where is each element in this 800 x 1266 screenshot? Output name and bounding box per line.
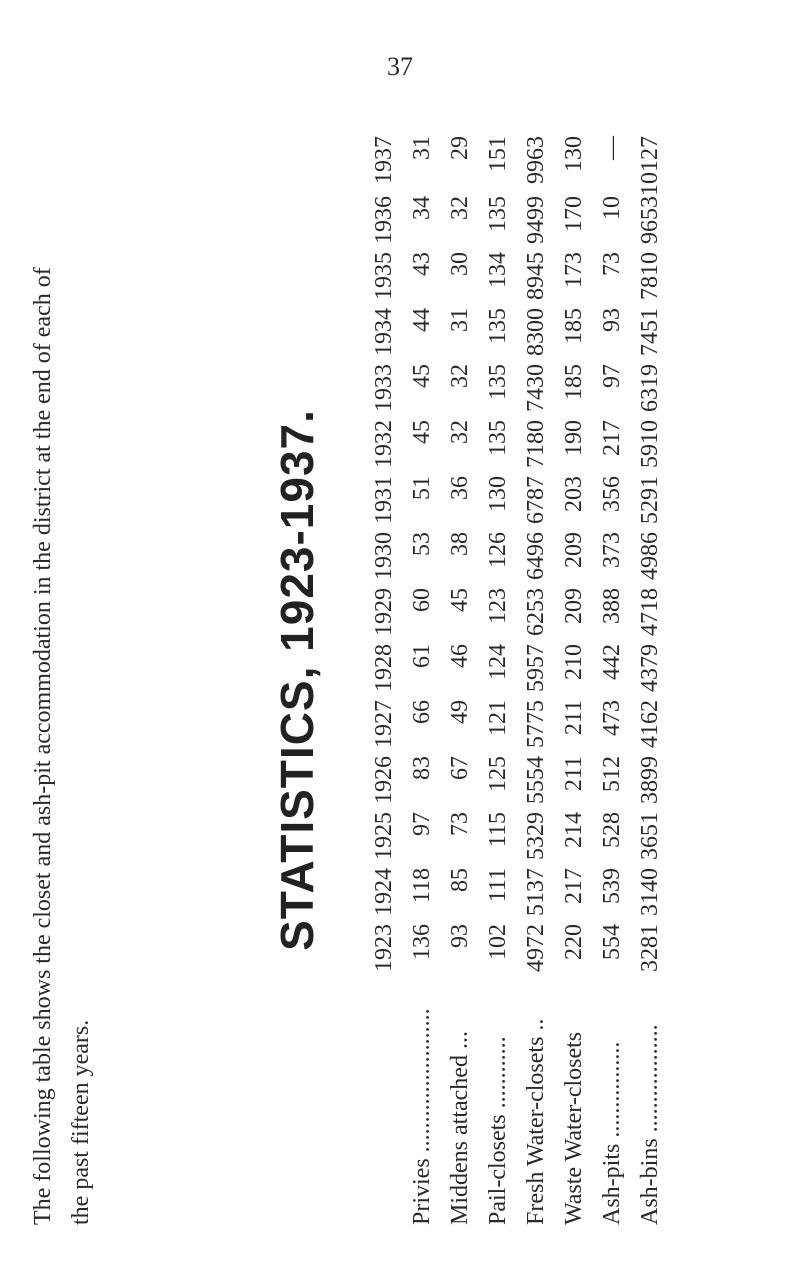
table-cell: 53 <box>408 532 435 556</box>
table-cell: 211 <box>560 700 587 736</box>
table-cell: 32 <box>446 420 473 444</box>
table-cell: 135 <box>484 308 511 344</box>
table-row <box>441 136 479 1225</box>
table-cell: 185 <box>560 364 587 400</box>
table-cell: 7180 <box>522 420 549 468</box>
year-header: 1937 <box>370 136 397 184</box>
year-header: 1925 <box>370 812 397 860</box>
table-cell: 125 <box>484 756 511 792</box>
table-cell: 9963 <box>522 136 549 184</box>
year-header: 1928 <box>370 644 397 692</box>
year-header: 1926 <box>370 756 397 804</box>
table-row <box>555 136 593 1225</box>
table-cell: 43 <box>408 252 435 276</box>
table-cell: 115 <box>484 812 511 848</box>
table-cell: 135 <box>484 364 511 400</box>
table-row <box>593 136 631 1225</box>
table-cell: 10 <box>598 196 625 220</box>
table-cell: 66 <box>408 700 435 724</box>
table-cell: 51 <box>408 476 435 500</box>
row-label: Privies ........................ <box>408 1008 435 1225</box>
table-row <box>479 136 517 1225</box>
table-cell: 6319 <box>636 364 663 412</box>
table-header-row <box>365 136 403 1225</box>
table-cell: 173 <box>560 252 587 288</box>
table-cell: 32 <box>446 196 473 220</box>
year-header: 1931 <box>370 476 397 524</box>
table-cell: 97 <box>598 364 625 388</box>
row-label: Ash-pits ................ <box>598 1041 625 1225</box>
table-cell: 4379 <box>636 644 663 692</box>
table-cell: 136 <box>408 924 435 960</box>
table-cell: 6787 <box>522 476 549 524</box>
table-cell: 85 <box>446 868 473 892</box>
table-cell: 61 <box>408 644 435 668</box>
table-cell: 5329 <box>522 812 549 860</box>
table-cell: 151 <box>484 136 511 172</box>
table-cell: 554 <box>598 924 625 960</box>
table-cell: 388 <box>598 588 625 624</box>
table-cell: 34 <box>408 196 435 220</box>
table-cell: 5554 <box>522 756 549 804</box>
table-cell: 121 <box>484 700 511 736</box>
table-cell: 3281 <box>636 924 663 972</box>
table-cell: 31 <box>446 308 473 332</box>
table-cell: 5910 <box>636 420 663 468</box>
table-cell: 36 <box>446 476 473 500</box>
table-cell: 73 <box>446 812 473 836</box>
table-cell: 356 <box>598 476 625 512</box>
table-row <box>403 136 441 1225</box>
rotated-content <box>30 125 800 1225</box>
table-cell: 5291 <box>636 476 663 524</box>
table-cell: 442 <box>598 644 625 680</box>
table-cell: 373 <box>598 532 625 568</box>
table-cell: 8945 <box>522 252 549 300</box>
table-cell: 3651 <box>636 812 663 860</box>
year-header: 1930 <box>370 532 397 580</box>
table-cell: 67 <box>446 756 473 780</box>
table-cell: 217 <box>598 420 625 456</box>
table-cell: 6496 <box>522 532 549 580</box>
table-cell: 44 <box>408 308 435 332</box>
table-cell: 93 <box>446 924 473 948</box>
page-number: 37 <box>387 52 413 81</box>
table-cell: 203 <box>560 476 587 512</box>
table-cell: 170 <box>560 196 587 232</box>
table-cell: 5775 <box>522 700 549 748</box>
table-cell: 93 <box>598 308 625 332</box>
table-row <box>631 136 669 1225</box>
page-title: STATISTICS, 1923-1937. <box>271 409 323 951</box>
table-cell: 10127 <box>636 136 663 196</box>
table-cell: 4718 <box>636 588 663 636</box>
table-cell: 214 <box>560 812 587 848</box>
table-cell: 111 <box>484 868 511 903</box>
table-cell: 29 <box>446 136 473 160</box>
table-cell: 32 <box>446 364 473 388</box>
row-label: Pail-closets ............ <box>484 1036 511 1225</box>
table-cell: 135 <box>484 196 511 232</box>
table-cell: 7810 <box>636 252 663 300</box>
table-cell: 135 <box>484 420 511 456</box>
row-label: Fresh Water-closets .. <box>522 1018 549 1225</box>
year-header: 1927 <box>370 700 397 748</box>
table-cell: 210 <box>560 644 587 680</box>
table-cell: 4972 <box>522 924 549 972</box>
table-cell: 124 <box>484 644 511 680</box>
table-cell: 539 <box>598 868 625 904</box>
table-cell: 9653 <box>636 196 663 244</box>
table-cell: 123 <box>484 588 511 624</box>
table-cell: 45 <box>408 364 435 388</box>
table-cell: 5957 <box>522 644 549 692</box>
table-cell: 130 <box>484 476 511 512</box>
table-cell: 9499 <box>522 196 549 244</box>
row-label: Ash-bins .................. <box>636 1024 663 1225</box>
table-cell: 5137 <box>522 868 549 916</box>
intro-text-line-1: The following table shows the closet and ash-pit accommodation in the district at the end of each of <box>30 267 56 1225</box>
table-cell: 49 <box>446 700 473 724</box>
year-header: 1932 <box>370 420 397 468</box>
table-cell: — <box>598 136 625 160</box>
table-cell: 130 <box>560 136 587 172</box>
table-cell: 126 <box>484 532 511 568</box>
year-header: 1933 <box>370 364 397 412</box>
year-header: 1924 <box>370 868 397 916</box>
table-cell: 83 <box>408 756 435 780</box>
table-cell: 7451 <box>636 308 663 356</box>
table-cell: 209 <box>560 588 587 624</box>
table-cell: 118 <box>408 868 435 904</box>
table-cell: 3140 <box>636 868 663 916</box>
table-cell: 102 <box>484 924 511 960</box>
table-cell: 30 <box>446 252 473 276</box>
year-header: 1923 <box>370 924 397 972</box>
table-cell: 528 <box>598 812 625 848</box>
table-cell: 6253 <box>522 588 549 636</box>
table-cell: 46 <box>446 644 473 668</box>
intro-text-line-2: the past fifteen years. <box>68 1019 94 1225</box>
table-cell: 209 <box>560 532 587 568</box>
table-cell: 217 <box>560 868 587 904</box>
table-cell: 31 <box>408 136 435 160</box>
table-cell: 45 <box>408 420 435 444</box>
header-label-cell <box>365 980 403 1225</box>
table-cell: 97 <box>408 812 435 836</box>
table-cell: 134 <box>484 252 511 288</box>
table-cell: 73 <box>598 252 625 276</box>
year-header: 1935 <box>370 252 397 300</box>
table-cell: 220 <box>560 924 587 960</box>
table-cell: 7430 <box>522 364 549 412</box>
table-cell: 45 <box>446 588 473 612</box>
year-header: 1934 <box>370 308 397 356</box>
table-cell: 211 <box>560 756 587 792</box>
table-cell: 60 <box>408 588 435 612</box>
year-header: 1936 <box>370 196 397 244</box>
table-cell: 8300 <box>522 308 549 356</box>
table-cell: 473 <box>598 700 625 736</box>
table-cell: 4986 <box>636 532 663 580</box>
table-cell: 185 <box>560 308 587 344</box>
table-cell: 190 <box>560 420 587 456</box>
statistics-table <box>365 136 669 1225</box>
table-cell: 512 <box>598 756 625 792</box>
table-cell: 3899 <box>636 756 663 804</box>
year-header: 1929 <box>370 588 397 636</box>
table-cell: 38 <box>446 532 473 556</box>
row-label: Waste Water-closets <box>560 1031 587 1225</box>
table-cell: 4162 <box>636 700 663 748</box>
table-row <box>517 136 555 1225</box>
row-label: Middens attached ... <box>446 1031 473 1225</box>
